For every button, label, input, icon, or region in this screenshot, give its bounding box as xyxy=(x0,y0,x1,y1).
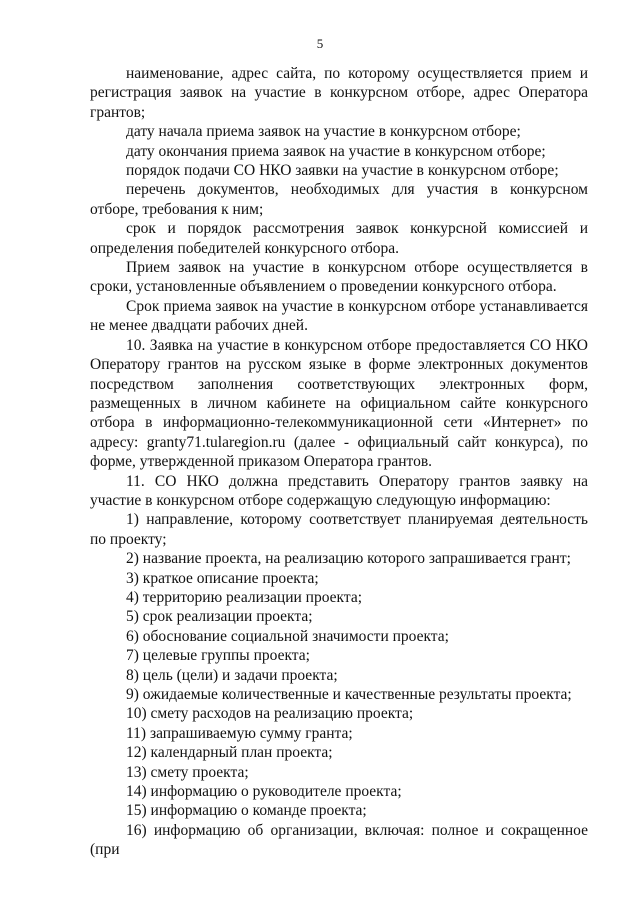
list-item: 8) цель (цели) и задачи проекта; xyxy=(126,666,338,684)
paragraph-announcement-contents: наименование, адрес сайта, по которому осуществляется прием и регистрация заявок на участие в конкурсном отборе, адрес Оператора грантов; xyxy=(90,65,588,121)
list-item: 6) обоснование социальной значимости проекта; xyxy=(126,627,449,645)
list-item: 5) срок реализации проекта; xyxy=(126,608,313,626)
list-item: 14) информацию о руководителе проекта; xyxy=(126,783,402,801)
list-item: 7) целевые группы проекта; xyxy=(126,647,310,665)
list-item: 2) название проекта, на реализацию которого запрашивается грант; xyxy=(126,550,571,568)
list-item: 12) календарный план проекта; xyxy=(126,744,333,762)
list-item: 15) информацию о команде проекта; xyxy=(126,802,367,820)
list-item: 10) смету расходов на реализацию проекта; xyxy=(126,705,414,723)
list-item: 11) запрашиваемую сумму гранта; xyxy=(126,724,353,742)
paragraph-documents-list: перечень документов, необходимых для участия в конкурсном отборе, требования к ним; xyxy=(90,181,588,218)
paragraph-submission-order: порядок подачи СО НКО заявки на участие в конкурсном отборе; xyxy=(126,162,559,180)
paragraph-review-order: срок и порядок рассмотрения заявок конкурсной комиссией и определения победителей конкурсного отбора. xyxy=(90,220,588,257)
list-item: 3) краткое описание проекта; xyxy=(126,569,319,587)
page-number: 5 xyxy=(316,36,324,51)
paragraph-clause-10: 10. Заявка на участие в конкурсном отборе предоставляется СО НКО Оператору грантов на русском языке в форме электронных документов посредством заполнения соответствующих электронных форм, размещенных в личном кабинете на официальном сайте конкурсного отбора в информационно-телекоммуникационной сети «Интернет» по адресу: granty71.tularegion.ru (далее - официальный сайт конкурса), по форме, утвержденной приказом Оператора грантов. xyxy=(90,336,588,471)
paragraph-clause-11: 11. СО НКО должна представить Оператору грантов заявку на участие в конкурсном отборе содержащую следующую информацию: xyxy=(90,472,588,509)
paragraph-acceptance-period: Срок приема заявок на участие в конкурсном отборе устанавливается не менее двадцати рабочих дней. xyxy=(90,297,588,335)
paragraph-start-date: дату начала приема заявок на участие в конкурсном отборе; xyxy=(126,123,521,141)
list-item: 9) ожидаемые количественные и качественные результаты проекта; xyxy=(126,686,572,703)
paragraph-item-1: 1) направление, которому соответствует планируемая деятельность по проекту; xyxy=(90,511,588,548)
list-item: 13) смету проекта; xyxy=(126,763,249,781)
document-body xyxy=(90,64,588,860)
paragraph-item-16: 16) информацию об организации, включая: полное и сокращенное (при xyxy=(90,821,588,859)
paragraph-acceptance-terms: Прием заявок на участие в конкурсном отборе осуществляется в сроки, установленные объявлением о проведении конкурсного отбора. xyxy=(90,259,588,296)
list-item: 4) территорию реализации проекта; xyxy=(126,588,363,606)
paragraph-end-date: дату окончания приема заявок на участие в конкурсном отборе; xyxy=(126,142,546,160)
